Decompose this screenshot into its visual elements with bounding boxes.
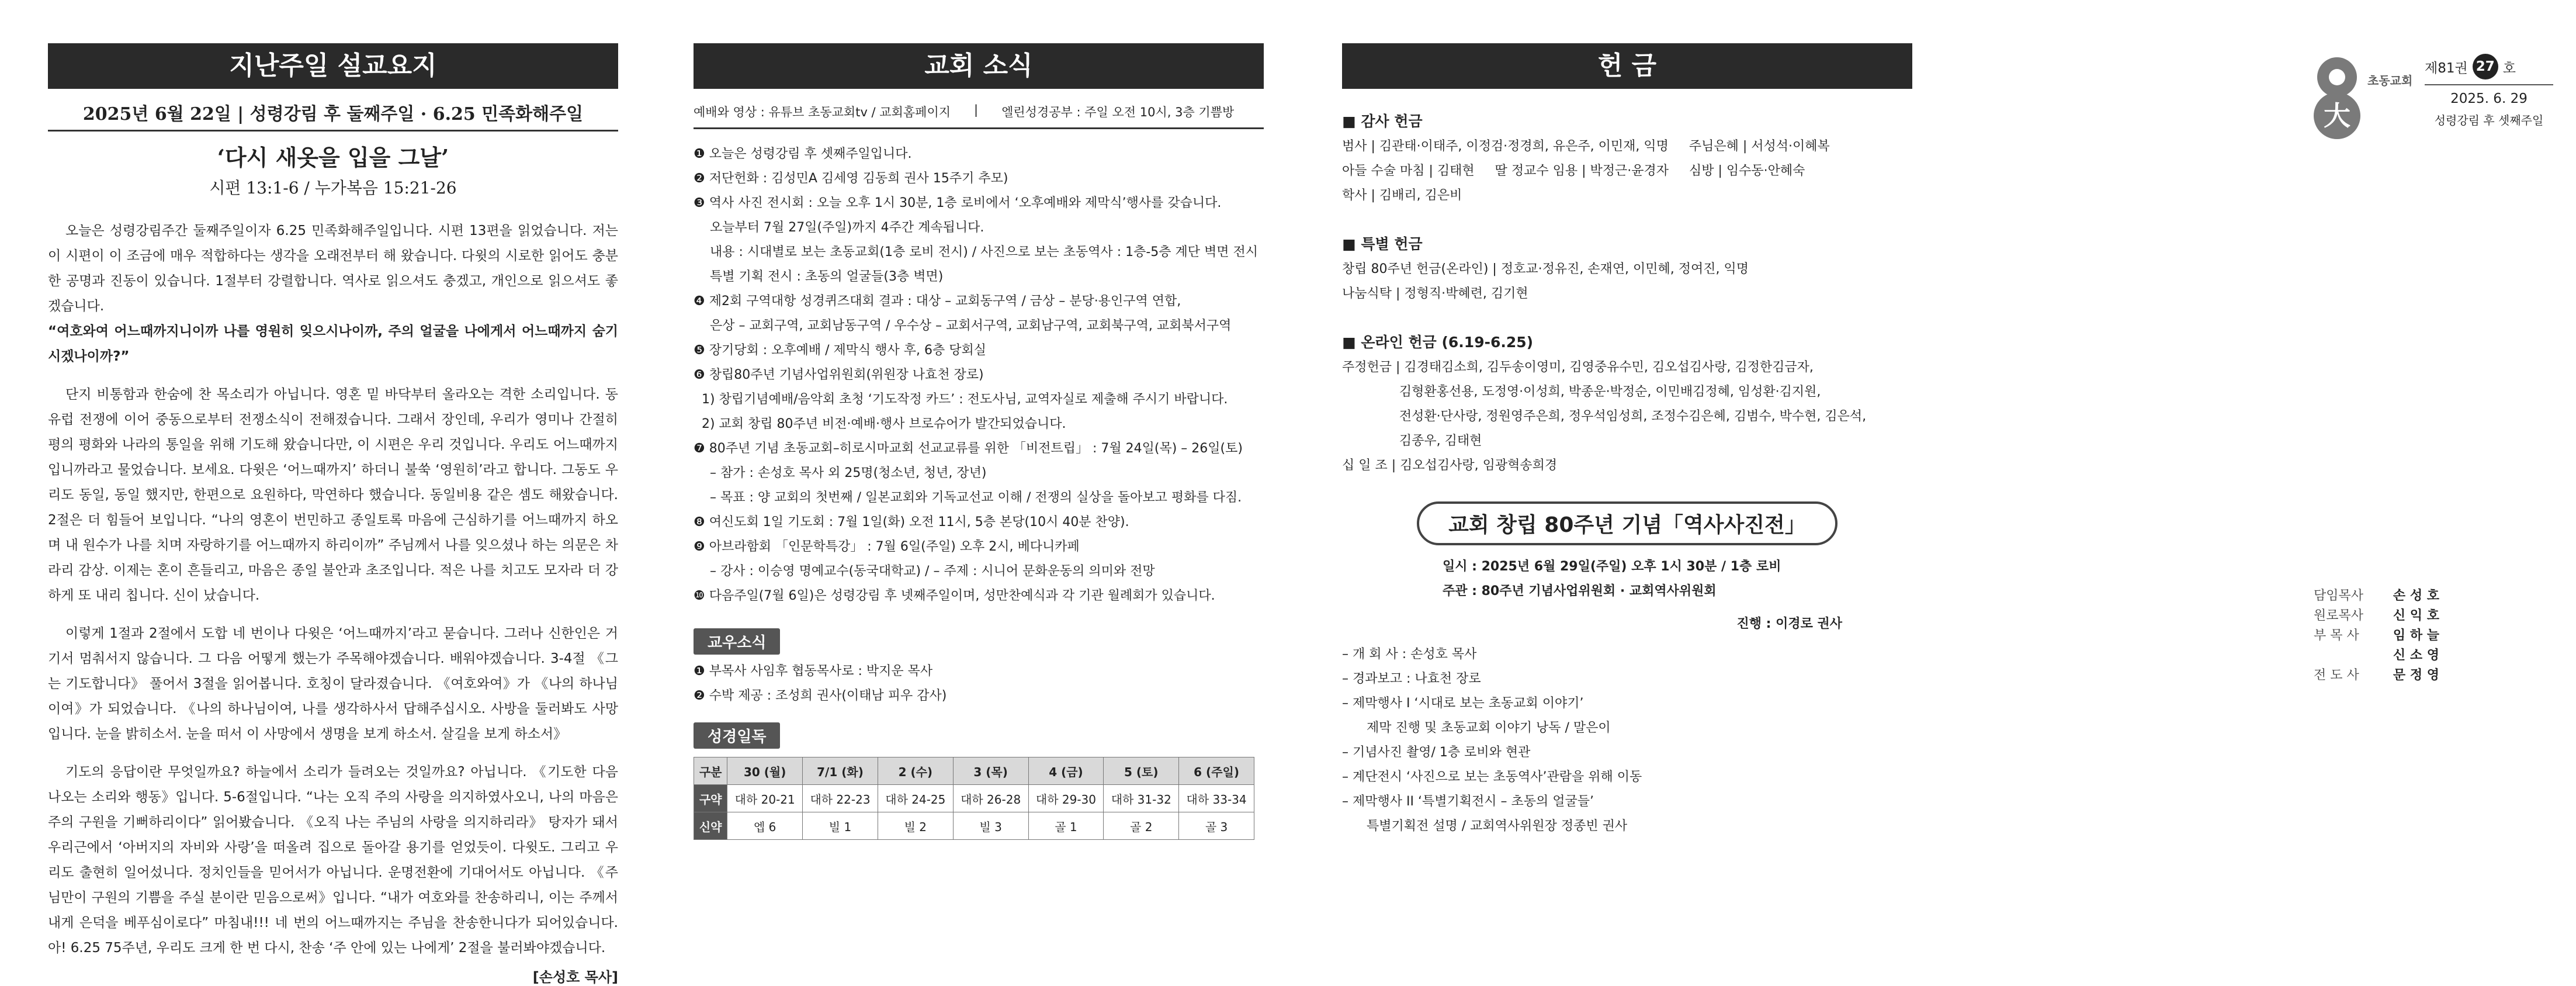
exhibit-mc: 진행 : 이경로 권사	[1736, 617, 1842, 631]
news-item: 2) 교회 창립 80주년 비전·예배·행사 브로슈어가 발간되었습니다.	[694, 417, 1066, 431]
sermon-paragraph: 단지 비통함과 한숨에 찬 목소리가 아닙니다. 영혼 밑 바닥부터 올라오는 격한 소리입니다. 동유럽 전쟁에 이어 중동으로부터 전쟁소식이 전해졌습니다. 그래서 장인데, 우리가 영미나 간절히 평의 평화와 나라의 통일을 위해 기도해 왔습니다만, 이 시편은 우리 것입니다. 우리도 어느때까지입니까라고 물었습니다. 보세요. 다윗은 ‘어느때까지’ 하더니 불쑥 ‘영원히’라고 합니다. 그동도 우리도 동일, 동일 했지만, 한편으로 요원하다, 막연하다 했습니다. 동일비용 같은 셈도 해왔습니다. 2절은 더 힘들어 보입니다. “나의 영혼이 번민하고 종일토록 마음에 근심하기를 어느때까지 하오며 내 원수가 나를 치며 자랑하기를 어느때까지 하리이까” 주님께서 나를 잊으셨나 하는 의문은 차라리 감상. 이제는 혼이 흔들리고, 마음은 종일 불안과 초조입니다. 적은 나를 치고도 모자라 더 강하게 또 내리 칩니다. 신이 났습니다.	[48, 387, 618, 603]
reading-row-label: 신약	[694, 812, 727, 840]
news-item: ❸ 역사 사진 전시회 : 오늘 오후 1시 30분, 1층 로비에서 ‘오후예배와 제막식’행사를 갖습니다.	[694, 196, 1222, 210]
offering-line: 김형환홍선용, 도정영·이성희, 박종운·박정순, 이민배김정혜, 임성환·김지원,	[1342, 385, 1821, 399]
sermon-column	[48, 0, 618, 986]
staff-row	[2314, 646, 2439, 666]
news-item: 1) 창립기념예배/음악회 초청 ‘기도작정 카드’ : 전도사님, 교역자실로 제출해 주시기 바랍니다.	[694, 392, 1228, 407]
offering-section-title: ■ 감사 헌금	[1342, 113, 1423, 130]
exhibit-program-item: – 제막행사 II ‘특별기획전시 – 초동의 얼굴들’	[1342, 794, 1594, 809]
sermon-title: ‘다시 새옷을 입을 그날’	[217, 144, 449, 171]
news-list	[694, 142, 1264, 608]
news-item: 내용 : 시대별로 보는 초동교회(1층 로비 전시) / 사진으로 보는 초동역사 : 1층-5층 계단 벽면 전시	[694, 245, 1258, 260]
news-item: ❿ 다음주일(7월 6일)은 성령강림 후 넷째주일이며, 성만찬예식과 각 기관 월례회가 있습니다.	[694, 589, 1215, 603]
kyowoo-header: 교우소식	[694, 628, 780, 655]
issue-info	[2425, 54, 2553, 128]
news-item: ❶ 오늘은 성령강림 후 셋째주일입니다.	[694, 147, 912, 161]
news-item: ❾ 아브라함회 「인문학특강」 : 7월 6일(주일) 오후 2시, 베다니카페	[694, 539, 1080, 554]
sermon-paragraph: “여호와여 어느때까지니이까 나를 영원히 잊으시나이까, 주의 얼굴을 나에게서 어느때까지 숨기시겠나이까?”	[48, 324, 618, 364]
exhibit-when: 일시 : 2025년 6월 29일(주일) 오후 1시 30분 / 1층 로비	[1443, 559, 1781, 574]
offering-line: 창립 80주년 헌금(온라인) | 정호교·정유진, 손재연, 이민혜, 정여진, 익명	[1342, 262, 1749, 276]
exhibit-program-item: 특별기획전 설명 / 교회역사위원장 정종빈 권사	[1342, 819, 1628, 833]
offering-section-title: ■ 특별 헌금	[1342, 236, 1423, 252]
staff-role: 전 도 사	[2314, 668, 2359, 683]
reading-cell: 대하 20-21	[727, 785, 803, 812]
offering-section-title: ■ 온라인 헌금 (6.19-6.25)	[1342, 334, 1534, 351]
staff-name: 임 하 늘	[2393, 628, 2439, 643]
reading-cell: 대하 31-32	[1104, 785, 1179, 812]
issue-sunday: 성령강림 후 셋째주일	[2434, 113, 2544, 127]
reading-cell: 대하 29-30	[1028, 785, 1104, 812]
news-item: ❺ 장기당회 : 오후예배 / 제막식 행사 후, 6층 당회실	[694, 343, 987, 358]
news-subline	[694, 103, 1264, 129]
church-logo	[2314, 53, 2413, 140]
offering-section	[1342, 330, 1912, 478]
reading-cell: 빌 2	[878, 812, 953, 840]
issue-suffix: 호	[2502, 60, 2516, 76]
sermon-date-line: 2025년 6월 22일 | 성령강림 후 둘째주일 · 6.25 민족화해주일	[48, 99, 618, 132]
offering-line: 나눔식탁 | 정형직·박혜련, 김기현	[1342, 286, 1528, 301]
staff-row	[2314, 666, 2439, 686]
news-item: ❻ 창립80주년 기념사업위원회(위원장 나효천 장로)	[694, 368, 984, 382]
reading-cell: 골 2	[1104, 812, 1179, 840]
reading-day: 30 (월)	[727, 757, 803, 785]
staff-row	[2314, 606, 2439, 626]
offering-line: 범사 | 김관태·이태주, 이정검·정경희, 유은주, 이민재, 익명 주님은혜 | 서성석·이혜복	[1342, 139, 1830, 154]
sermon-author: [손성호 목사]	[532, 969, 618, 985]
news-subline-left: 예배와 영상 : 유튜브 초동교회tv / 교회홈페이지	[694, 105, 951, 119]
staff-role: 부 목 사	[2314, 628, 2359, 643]
reading-cell: 대하 22-23	[803, 785, 878, 812]
kyowoo-item: ❷ 수박 제공 : 조성희 권사(이태남 피우 감사)	[694, 689, 947, 703]
news-item: – 강사 : 이승영 명예교수(동국대학교) / – 주제 : 시니어 문화운동의 의미와 전망	[694, 564, 1155, 579]
reading-day: 4 (금)	[1028, 757, 1104, 785]
staff-name: 신 소 영	[2393, 648, 2439, 663]
staff-name: 문 정 영	[2393, 668, 2439, 683]
reading-table	[694, 757, 1254, 840]
offering-line: 학사 | 김배리, 김은비	[1342, 188, 1462, 203]
reading-table-body	[694, 785, 1254, 840]
table-row	[694, 785, 1254, 812]
kyowoo-list	[694, 659, 1264, 708]
offering-section	[1342, 109, 1912, 208]
offering-line: 주정헌금 | 김경태김소희, 김두송이영미, 김영중유수민, 김오섭김사랑, 김정한김금자,	[1342, 360, 1814, 375]
reading-day: 3 (목)	[953, 757, 1028, 785]
reading-cell: 빌 1	[803, 812, 878, 840]
offering-column	[1342, 0, 1912, 839]
news-header: 교회 소식	[694, 43, 1264, 89]
exhibit-program-item: 제막 진행 및 초동교회 이야기 낭독 / 말은이	[1342, 721, 1611, 735]
exhibit-program-item: – 기념사진 촬영/ 1층 로비와 현관	[1342, 745, 1531, 760]
news-column	[694, 0, 1264, 840]
issue-number: 27	[2473, 54, 2498, 79]
staff-list	[2314, 586, 2439, 686]
staff-role: 원로목사	[2314, 608, 2364, 623]
reading-cell: 골 3	[1179, 812, 1254, 840]
reading-day: 6 (주일)	[1179, 757, 1254, 785]
reading-day: 7/1 (화)	[803, 757, 878, 785]
offering-line: 십 일 조 | 김오섭김사랑, 임광혁송희경	[1342, 458, 1558, 473]
exhibit-program-item: – 계단전시 ‘사진으로 보는 초동역사’관람을 위해 이동	[1342, 770, 1642, 784]
exhibit-program-item: – 경과보고 : 나효천 장로	[1342, 672, 1481, 686]
reading-cell: 대하 33-34	[1179, 785, 1254, 812]
sermon-header: 지난주일 설교요지	[48, 43, 618, 89]
exhibit-host: 주관 : 80주년 기념사업위원회 · 교회역사위원회	[1443, 584, 1717, 598]
news-item: ❹ 제2회 구역대항 성경퀴즈대회 결과 : 대상 – 교회동구역 / 금상 – 분당·용인구역 연합,	[694, 294, 1181, 309]
sermon-paragraph: 기도의 응답이란 무엇일까요? 하늘에서 소리가 들려오는 것일까요? 아닙니다. 《기도한 다음 나오는 소리와 행동》입니다. 5-6절입니다. “나는 오직 주의 사랑을 의지하였사오니, 나의 마음은 주의 구원을 기뻐하리이다” 읽어봤습니다. 《오직 나는 주님의 사랑을 의지하리라》 탕자가 돼서 우리근에서 ‘아버지의 자비와 사랑’을 떠올려 집으로 돌아갈 용기를 얻었듯이. 다윗도. 그리고 우리도 출현히 일어섰니다. 정치인들을 믿어서가 아닙니다. 운명전환에 기대어서도 아닙니다. 《주님만이 구원의 기쁨을 주실 분이란 믿음으로써》입니다. “내가 여호와를 찬송하리니, 이는 주께서 내게 은덕을 베푸심이로다” 마침내!!! 네 번의 어느때까지는 주님을 찬송한니다가 되어있습니다. 아! 6.25 75주년, 우리도 크게 한 번 다시, 찬송 ‘주 안에 있는 나에게’ 2절을 불러봐야겠습니다.	[48, 764, 618, 956]
table-row	[694, 812, 1254, 840]
news-item: 은상 – 교회구역, 교회남동구역 / 우수상 – 교회서구역, 교회남구역, 교회북구역, 교회북서구역	[694, 319, 1232, 333]
news-item: 오늘부터 7월 27일(주일)까지 4주간 계속됩니다.	[694, 220, 984, 235]
svg-text:大: 大	[2324, 100, 2350, 132]
kyowoo-item: ❶ 부목사 사임후 협동목사로 : 박지운 목사	[694, 664, 933, 679]
news-item: 특별 기획 전시 : 초동의 얼굴들(3층 벽면)	[694, 269, 944, 284]
sermon-paragraph: 오늘은 성령강림주간 둘째주일이자 6.25 민족화해주일입니다. 시편 13편을 읽었습니다. 저는 이 시편이 이 조금에 매우 적합하다는 생각을 오래전부터 해 왔습니다. 다윗의 시로한 읽어도 충분한 공명과 진동이 있습니다. 1절부터 강렬합니다. 역사로 읽으셔도 충겠고, 개인으로 읽으셔도 좋겠습니다.	[48, 223, 618, 314]
news-item: ❷ 저단헌화 : 김성민A 김세영 김동희 권사 15주기 추모)	[694, 171, 1008, 186]
offering-line: 아들 수술 마침 | 김태현 딸 정교수 임용 | 박정근·윤경자 심방 | 임수동·안혜숙	[1342, 164, 1805, 178]
news-item: – 참가 : 손성호 목사 외 25명(청소년, 청년, 장년)	[694, 466, 987, 480]
church-name: 초동교회	[2367, 74, 2413, 88]
reading-table-head	[694, 757, 1254, 785]
staff-name: 손 성 호	[2393, 589, 2439, 603]
news-subline-sep: |	[974, 103, 979, 117]
reading-day: 5 (토)	[1104, 757, 1179, 785]
news-item: – 목표 : 양 교회의 첫번째 / 일본교회와 기독교선교 이해 / 전쟁의 실상을 돌아보고 평화를 다짐.	[694, 490, 1242, 505]
news-item: ❼ 80주년 기념 초동교회–히로시마교회 선교교류를 위한 「비전트립」 : 7월 24일(목) – 26일(토)	[694, 441, 1243, 456]
staff-role: 담임목사	[2314, 589, 2364, 603]
reading-col-label: 구분	[694, 757, 727, 785]
church-logo-icon	[2314, 53, 2413, 140]
exhibit-program-item: – 개 회 사 : 손성호 목사	[1342, 647, 1477, 662]
reading-row-label: 구약	[694, 785, 727, 812]
exhibit-program-item: – 제막행사 I ‘시대로 보는 초동교회 이야기’	[1342, 696, 1584, 711]
reading-cell: 빌 3	[953, 812, 1028, 840]
offering-line: 김종우, 김태현	[1342, 434, 1482, 448]
staff-row	[2314, 586, 2439, 606]
offering-section	[1342, 231, 1912, 306]
staff-row	[2314, 626, 2439, 646]
offering-header: 헌 금	[1342, 43, 1912, 89]
offering-sections	[1342, 109, 1912, 478]
issue-date: 2025. 6. 29	[2450, 91, 2528, 106]
reading-cell: 대하 26-28	[953, 785, 1028, 812]
exhibit-title: 교회 창립 80주년 기념「역사사진전」	[1417, 501, 1837, 545]
exhibit-program	[1342, 642, 1912, 839]
staff-name: 신 익 호	[2393, 608, 2439, 623]
offering-line: 전성환·단사랑, 정원영주은희, 정우석임성희, 조정수김은혜, 김범수, 박수현, 김은석,	[1342, 409, 1867, 424]
news-subline-right: 엘린성경공부 : 주일 오전 10시, 3층 기쁨방	[1001, 105, 1235, 119]
reading-cell: 대하 24-25	[878, 785, 953, 812]
volume: 제81권	[2425, 60, 2468, 76]
news-item: ❽ 여신도회 1일 기도회 : 7월 1일(화) 오전 11시, 5층 본당(10시 40분 찬양).	[694, 515, 1129, 530]
reading-cell: 엡 6	[727, 812, 803, 840]
sermon-paragraph: 이렇게 1절과 2절에서 도합 네 번이나 다윗은 ‘어느때까지’라고 묻습니다. 그러나 신한인은 거기서 멈춰서지 않습니다. 그 다음 어떻게 했는가 주목해야겠습니다. 배워야겠습니다. 3-4절 《그는 기도합니다》 풀어서 3절을 읽어봅니다. 호칭이 달라졌습니다. 《여호와여》가 《나의 하나님이여》가 되었습니다. 《나의 하나님이여, 나를 생각하사서 답해주십시오. 사방을 둘러봐도 사망입니다. 눈을 밝히소서. 눈을 떠서 이 사망에서 생명을 보게 하소서. 살길을 보게 하소서》	[48, 626, 618, 742]
sermon-scripture: 시편 13:1-6 / 누가복음 15:21-26	[209, 178, 457, 198]
reading-cell: 골 1	[1028, 812, 1104, 840]
reading-header: 성경일독	[694, 722, 780, 749]
reading-day: 2 (수)	[878, 757, 953, 785]
